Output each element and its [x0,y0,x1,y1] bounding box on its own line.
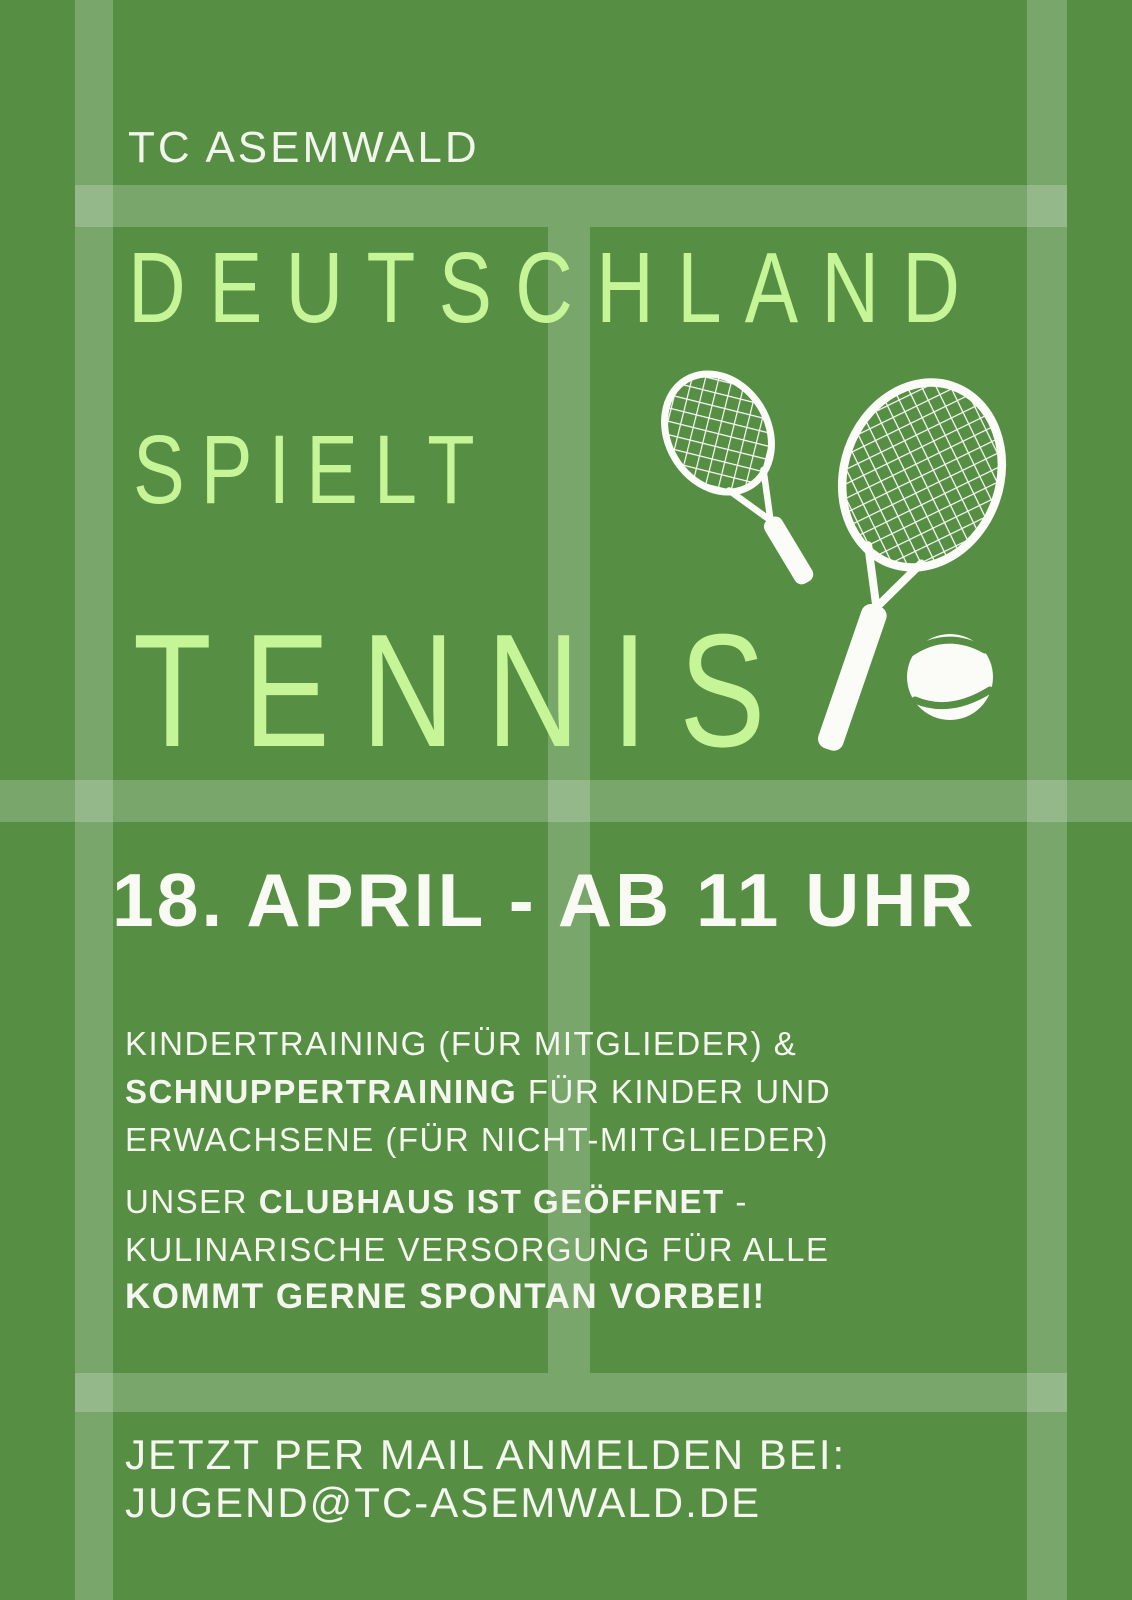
contact-line: JETZT PER MAIL ANMELDEN BEI: [125,1431,847,1478]
schnuppertraining-bold: SCHNUPPERTRAINING [125,1073,518,1110]
court-line-baseline [75,185,1067,227]
training-info-line2 [125,1068,831,1116]
training-info-line2-rest: FÜR KINDER UND [517,1073,832,1110]
contact-email: JUGEND@TC-ASEMWALD.DE [125,1479,762,1526]
contact-block [125,1431,846,1527]
title-word-tennis: TENNIS [133,601,798,781]
training-info-line1: KINDERTRAINING (FÜR MITGLIEDER) & [125,1025,798,1062]
court-line-service [75,1373,1067,1412]
training-info-line3: ERWACHSENE (FÜR NICHT-MITGLIEDER) [125,1121,830,1158]
training-info-paragraph [125,1020,831,1164]
club-name: TC ASEMWALD [128,123,480,172]
clubhouse-info-paragraph [125,1178,830,1274]
title-word-deutschland: DEUTSCHLAND [128,232,984,344]
title-word-spielt: SPIELT [133,415,491,524]
clubhouse-line1-pre: UNSER [125,1183,259,1220]
cta-line: KOMMT GERNE SPONTAN VORBEI! [125,1277,766,1316]
clubhouse-bold: CLUBHAUS IST GEÖFFNET [258,1183,725,1220]
date-heading: 18. APRIL - AB 11 UHR [112,858,977,942]
clubhouse-line1-post: - [724,1183,748,1220]
clubhouse-info-line2: KULINARISCHE VERSORGUNG FÜR ALLE [125,1231,830,1268]
court-line-net [0,780,1132,822]
tennis-ball-icon [907,634,993,720]
small-racket-icon [643,354,850,608]
clubhouse-info-line1 [125,1178,830,1226]
tennis-rackets-icon [610,335,1040,775]
